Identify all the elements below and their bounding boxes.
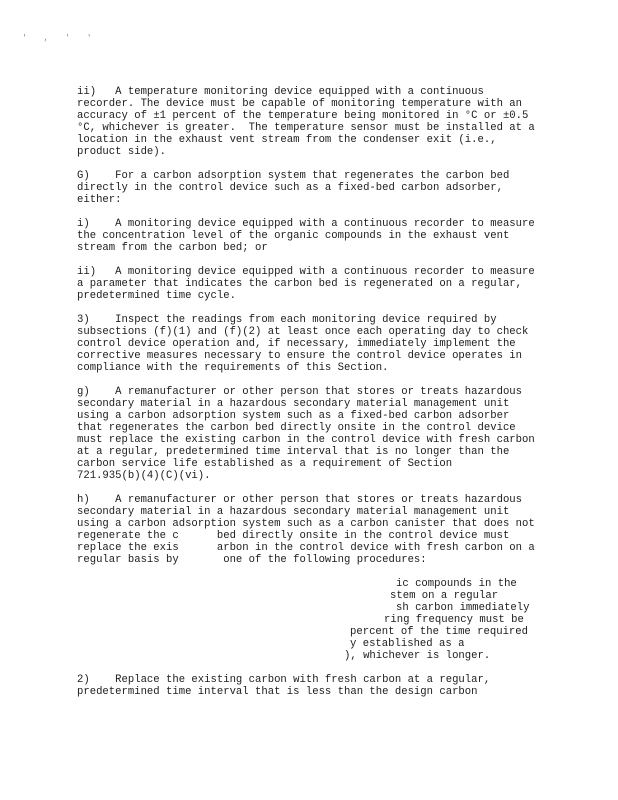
scan-marks: ' , ' ' (22, 34, 98, 43)
text-fragment: ring frequency must be (384, 614, 524, 626)
paragraph-G-carbon-adsorption: G) For a carbon adsorption system that regenerates the carbon bed directly in the control device such as a fixed-bed carbon adsorber, either: (77, 170, 510, 206)
paragraph-ii-monitoring-device: ii) A monitoring device equipped with a continuous recorder to measure a parameter that indicates the carbon bed is regenerated on a regular, predetermined time cycle. (77, 266, 535, 302)
paragraph-3-inspect-readings: 3) Inspect the readings from each monitoring device required by subsections (f)(1) and (f)(2) at least once each operating day to check control device operation and, if necessary, immediately implement the corrective measures necessary to ensure the control device operates in compliance with the requirements of this Section. (77, 314, 529, 374)
paragraph-i-monitoring-device: i) A monitoring device equipped with a continuous recorder to measure the concentration level of the organic compounds in the exhaust vent stream from the carbon bed; or (77, 218, 535, 254)
text-fragment: y established as a (350, 638, 465, 650)
text-fragment: percent of the time required (350, 626, 529, 638)
text-fragment: ), whichever is longer. (344, 650, 491, 662)
paragraph-ii-temperature-monitoring: ii) A temperature monitoring device equipped with a continuous recorder. The device must be capable of monitoring temperature with an accuracy of ±1 percent of the temperature being monitored in °C or ±0.5 °C, whichever is greater. The temperature sensor must be installed at a location in the exhaust vent stream from the condenser exit (i.e., product side). (77, 86, 535, 158)
paragraph-g-remanufacturer: g) A remanufacturer or other person that stores or treats hazardous secondary material in a hazardous secondary material management unit using a carbon adsorption system such as a fixed-bed carbon adsorber that regenerates the carbon bed directly onsite in the control device must replace the existing carbon in the control device with fresh carbon at a regular, predetermined time interval that is no longer than the carbon service life established as a requirement of Section 721.935(b)(4)(C)(vi). (77, 386, 535, 482)
paragraph-h-remanufacturer: h) A remanufacturer or other person that stores or treats hazardous secondary material in a hazardous secondary material management unit using a carbon adsorption system such as a carbon canister that does not regenerate the c bed directly onsite in the control device must replace the exis arbon in the control device with fresh carbon on a regular basis by one of the following procedures: (77, 494, 535, 566)
text-fragment: stem on a regular (390, 590, 499, 602)
paragraph-2-replace-carbon: 2) Replace the existing carbon with fresh carbon at a regular, predetermined time interval that is less than the design carbon (77, 674, 491, 698)
text-fragment: sh carbon immediately (396, 602, 530, 614)
text-fragment: ic compounds in the (396, 578, 517, 590)
